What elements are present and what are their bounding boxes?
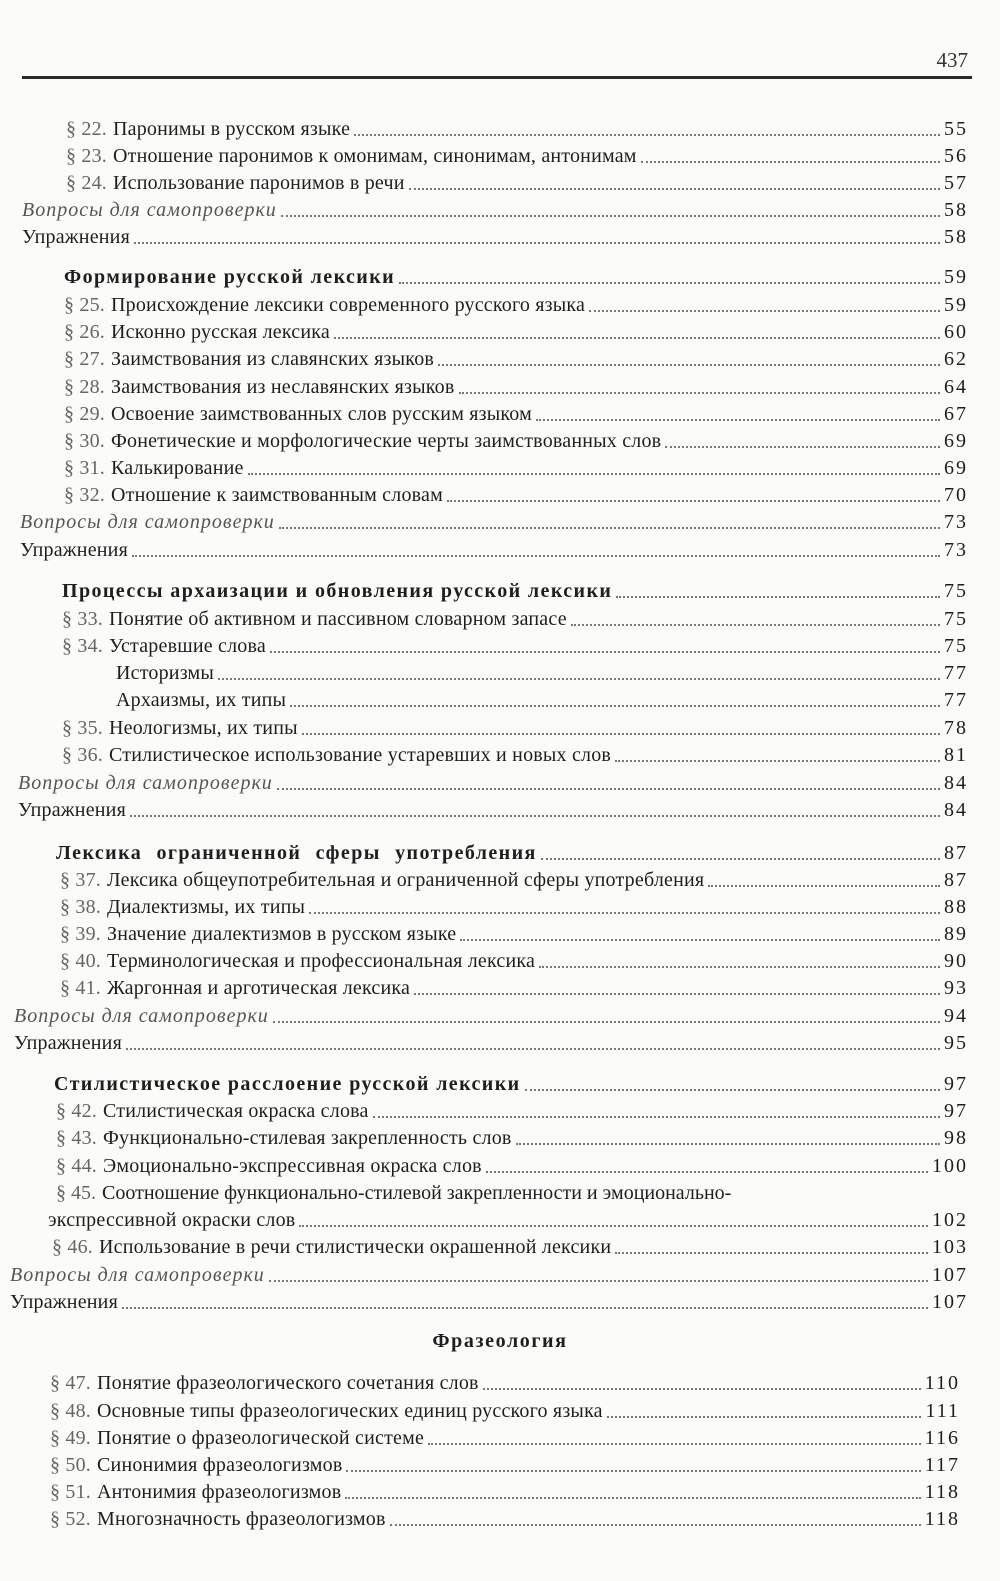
toc-leader-dots — [486, 1170, 928, 1173]
toc-page-number: 118 — [924, 1508, 960, 1530]
toc-entry[interactable] — [60, 975, 968, 1001]
toc-entry[interactable] — [56, 1098, 968, 1124]
toc-leader-dots — [539, 965, 940, 968]
toc-leader-dots — [708, 884, 940, 887]
toc-entry-title: Заимствования из неславянских языков — [111, 376, 455, 398]
toc-section-number: § 38. — [60, 896, 101, 918]
toc-page-number: 95 — [944, 1032, 968, 1054]
toc-section-number: § 22. — [66, 118, 107, 140]
toc-page-number: 70 — [944, 484, 968, 506]
toc-section-number: § 26. — [64, 321, 105, 343]
toc-entry[interactable] — [56, 1153, 968, 1179]
toc-page-number: 103 — [932, 1236, 968, 1258]
toc-leader-dots — [399, 281, 940, 284]
toc-leader-dots — [665, 445, 940, 448]
toc-entry-title: Понятие об активном и пассивном словарном запасе — [109, 608, 567, 630]
toc-leader-dots — [334, 336, 940, 339]
toc-section-number: § 28. — [64, 376, 105, 398]
toc-section-number: § 31. — [64, 457, 105, 479]
toc-entry-title: Вопросы для самопроверки — [18, 772, 273, 794]
toc-leader-dots — [541, 857, 940, 860]
toc-leader-dots — [299, 1224, 928, 1227]
toc-section-number: § 52. — [50, 1508, 91, 1530]
toc-page-number: 97 — [944, 1073, 968, 1095]
toc-entry-title: Диалектизмы, их типы — [107, 896, 306, 918]
toc-entry-title: Освоение заимствованных слов русским языком — [111, 403, 532, 425]
toc-entry-title-continuation: экспрессивной окраски слов — [48, 1209, 296, 1231]
toc-leader-dots — [483, 1387, 921, 1390]
toc-entry[interactable] — [64, 482, 968, 508]
toc-entry-title: Происхождение лексики современного русского языка — [111, 294, 586, 316]
toc-section-number: § 42. — [56, 1100, 97, 1122]
toc-page-number: 58 — [944, 199, 968, 221]
toc-entry[interactable] — [52, 1234, 968, 1260]
toc-entry-title: Основные типы фразеологических единиц русского языка — [97, 1400, 603, 1422]
toc-leader-dots — [525, 1088, 940, 1091]
toc-entry[interactable] — [60, 894, 968, 920]
toc-entry-title: Устаревшие слова — [109, 635, 266, 657]
toc-entry-title: Лексика ограниченной сферы употребления — [56, 842, 537, 864]
toc-entry-title: Упражнения — [14, 1032, 122, 1054]
toc-entry-exercises[interactable] — [22, 224, 968, 250]
toc-leader-dots — [409, 187, 940, 190]
toc-page-number: 118 — [924, 1481, 960, 1503]
toc-section-number: § 32. — [64, 484, 105, 506]
toc-leader-dots — [277, 787, 940, 790]
toc-page-number: 55 — [944, 118, 968, 140]
toc-entry[interactable] — [64, 292, 968, 318]
toc-page-number: 73 — [944, 539, 968, 561]
toc-page-number: 89 — [944, 923, 968, 945]
toc-entry[interactable] — [64, 455, 968, 481]
toc-leader-dots — [615, 1251, 928, 1254]
toc-entry-title: Лексика общеупотребительная и ограниченной сферы употребления — [107, 869, 705, 891]
toc-entry[interactable] — [64, 428, 968, 454]
toc-entry-title: Процессы архаизации и обновления русской лексики — [62, 580, 613, 602]
toc-page-number: 75 — [944, 635, 968, 657]
toc-entry-continuation[interactable] — [48, 1207, 968, 1233]
toc-leader-dots — [438, 363, 940, 366]
toc-section-number: § 40. — [60, 950, 101, 972]
toc-entry[interactable] — [50, 1452, 960, 1478]
toc-section-number: § 47. — [50, 1372, 91, 1394]
toc-page-number: 78 — [944, 717, 968, 739]
toc-entry[interactable] — [66, 170, 968, 196]
toc-leader-dots — [459, 391, 940, 394]
toc-entry-title: Вопросы для самопроверки — [10, 1264, 265, 1286]
toc-section-number: § 25. — [64, 294, 105, 316]
toc-entry-title: Понятие о фразеологической системе — [97, 1427, 425, 1449]
toc-entry[interactable] — [62, 715, 968, 741]
toc-leader-dots — [616, 595, 940, 598]
toc-entry-self-check[interactable] — [14, 1003, 968, 1029]
toc-entry[interactable] — [64, 319, 968, 345]
toc-entry-title: Заимствования из славянских языков — [111, 348, 435, 370]
toc-page-number: 75 — [944, 580, 968, 602]
toc-entry-title: Упражнения — [22, 226, 130, 248]
toc-page-number: 62 — [944, 348, 968, 370]
toc-page-number: 56 — [944, 145, 968, 167]
toc-leader-dots — [589, 309, 940, 312]
toc-page-number: 107 — [932, 1291, 968, 1313]
toc-page-number: 84 — [944, 772, 968, 794]
toc-entry-title: Исконно русская лексика — [111, 321, 330, 343]
toc-leader-dots — [270, 650, 940, 653]
toc-entry-title: Понятие фразеологического сочетания слов — [97, 1372, 479, 1394]
toc-section-number: § 29. — [64, 403, 105, 425]
toc-entry-self-check[interactable] — [10, 1262, 968, 1288]
toc-entry[interactable] — [64, 401, 968, 427]
toc-entry-title: Упражнения — [18, 799, 126, 821]
toc-page-number: 58 — [944, 226, 968, 248]
toc-entry-title: Вопросы для самопроверки — [20, 511, 275, 533]
toc-section-number: § 51. — [50, 1481, 91, 1503]
part-title: Фразеология — [432, 1330, 568, 1352]
toc-leader-dots — [248, 472, 940, 475]
toc-leader-dots — [132, 554, 940, 557]
toc-entry-multiline[interactable] — [56, 1180, 731, 1206]
toc-leader-dots — [218, 677, 940, 680]
toc-section-number: § 41. — [60, 977, 101, 999]
toc-entry-title: Жаргонная и арготическая лексика — [107, 977, 411, 999]
toc-section-number: § 30. — [64, 430, 105, 452]
toc-entry-self-check[interactable] — [22, 197, 968, 223]
toc-chapter-heading[interactable] — [62, 578, 968, 604]
toc-page-number: 107 — [932, 1264, 968, 1286]
toc-page-number: 57 — [944, 172, 968, 194]
toc-entry-title: Соотношение функционально-стилевой закрепленности и эмоционально- — [102, 1182, 732, 1204]
toc-page-number: 98 — [944, 1127, 968, 1149]
toc-page-number: 117 — [924, 1454, 960, 1476]
toc-entry[interactable] — [66, 143, 968, 169]
toc-section-number: § 43. — [56, 1127, 97, 1149]
toc-entry[interactable] — [50, 1479, 960, 1505]
toc-entry-title: Стилистическое использование устаревших и новых слов — [109, 744, 612, 766]
toc-entry-title: Формирование русской лексики — [64, 266, 396, 288]
toc-leader-dots — [130, 814, 940, 817]
toc-entry-title: Стилистическая окраска слова — [103, 1100, 369, 1122]
toc-page-number: 87 — [944, 869, 968, 891]
toc-subentry[interactable] — [116, 687, 968, 713]
toc-entry-title: Упражнения — [10, 1291, 118, 1313]
toc-section-number: § 23. — [66, 145, 107, 167]
toc-section-number: § 48. — [50, 1400, 91, 1422]
toc-chapter-heading[interactable] — [56, 840, 968, 866]
toc-page-number: 102 — [932, 1209, 968, 1231]
toc-entry-title: Эмоционально-экспрессивная окраска слов — [103, 1155, 482, 1177]
toc-page-number: 67 — [944, 403, 968, 425]
toc-entry[interactable] — [50, 1398, 960, 1424]
toc-entry-title: Отношение паронимов к омонимам, синонимам, антонимам — [113, 145, 637, 167]
toc-entry-title: Функционально-стилевая закрепленность слов — [103, 1127, 512, 1149]
toc-leader-dots — [279, 526, 940, 529]
toc-entry-title: Вопросы для самопроверки — [14, 1005, 269, 1027]
toc-page-number: 84 — [944, 799, 968, 821]
toc-entry[interactable] — [64, 374, 968, 400]
toc-page-number: 94 — [944, 1005, 968, 1027]
toc-section-number: § 36. — [62, 744, 103, 766]
toc-section-number: § 45. — [56, 1182, 96, 1204]
toc-entry-title: Использование в речи стилистически окрашенной лексики — [99, 1236, 612, 1258]
toc-entry-title: Неологизмы, их типы — [109, 717, 298, 739]
toc-section-number: § 34. — [62, 635, 103, 657]
toc-section-number: § 46. — [52, 1236, 93, 1258]
toc-page-number: 116 — [924, 1427, 960, 1449]
toc-chapter-heading[interactable] — [64, 264, 968, 290]
toc-leader-dots — [302, 732, 940, 735]
toc-entry-title: Многозначность фразеологизмов — [97, 1508, 386, 1530]
toc-page-number: 77 — [944, 689, 968, 711]
toc-leader-dots — [428, 1442, 921, 1445]
toc-section-number: § 37. — [60, 869, 101, 891]
toc-leader-dots — [607, 1415, 922, 1418]
toc-page-number: 75 — [944, 608, 968, 630]
toc-entry[interactable] — [50, 1506, 960, 1532]
toc-entry-title: Стилистическое расслоение русской лексики — [54, 1073, 521, 1095]
toc-page-number: 69 — [944, 457, 968, 479]
toc-section-number: § 39. — [60, 923, 101, 945]
toc-entry-exercises[interactable] — [20, 537, 968, 563]
toc-page-number: 88 — [944, 896, 968, 918]
toc-leader-dots — [536, 418, 940, 421]
toc-page-number: 59 — [944, 294, 968, 316]
toc-leader-dots — [269, 1279, 928, 1282]
toc-entry-title: Паронимы в русском языке — [113, 118, 351, 140]
toc-page-number: 111 — [925, 1400, 960, 1422]
toc-subentry[interactable] — [116, 660, 968, 686]
toc-entry[interactable] — [62, 633, 968, 659]
toc-page-number: 97 — [944, 1100, 968, 1122]
toc-leader-dots — [290, 704, 940, 707]
toc-leader-dots — [615, 759, 940, 762]
toc-section-number: § 35. — [62, 717, 103, 739]
toc-page-number: 64 — [944, 376, 968, 398]
page-number: 437 — [936, 48, 968, 72]
toc-entry-title: Терминологическая и профессиональная лексика — [107, 950, 536, 972]
toc-entry-self-check[interactable] — [20, 509, 968, 535]
toc-chapter-heading[interactable] — [54, 1071, 968, 1097]
toc-leader-dots — [641, 160, 940, 163]
toc-leader-dots — [346, 1469, 920, 1472]
toc-section-number: § 49. — [50, 1427, 91, 1449]
toc-entry-title: Использование паронимов в речи — [113, 172, 405, 194]
toc-leader-dots — [273, 1020, 940, 1023]
toc-leader-dots — [571, 623, 940, 626]
toc-entry[interactable] — [64, 346, 968, 372]
toc-leader-dots — [373, 1115, 940, 1118]
toc-page-number: 81 — [944, 744, 968, 766]
toc-page-number: 93 — [944, 977, 968, 999]
toc-entry-exercises[interactable] — [14, 1030, 968, 1056]
toc-page-number: 77 — [944, 662, 968, 684]
toc-entry[interactable] — [50, 1425, 960, 1451]
toc-entry-title: Вопросы для самопроверки — [22, 199, 277, 221]
toc-entry-title: Синонимия фразеологизмов — [97, 1454, 343, 1476]
toc-page-number: 73 — [944, 511, 968, 533]
toc-leader-dots — [281, 214, 940, 217]
toc-section-number: § 44. — [56, 1155, 97, 1177]
toc-leader-dots — [126, 1047, 940, 1050]
toc-entry-exercises[interactable] — [18, 797, 968, 823]
toc-leader-dots — [134, 241, 940, 244]
toc-leader-dots — [414, 992, 940, 995]
toc-entry[interactable] — [50, 1370, 960, 1396]
toc-entry-title: Упражнения — [20, 539, 128, 561]
toc-page-number: 87 — [944, 842, 968, 864]
toc-page-number: 69 — [944, 430, 968, 452]
toc-entry-self-check[interactable] — [18, 770, 968, 796]
toc-entry-title: Антонимия фразеологизмов — [97, 1481, 342, 1503]
toc-page-number: 60 — [944, 321, 968, 343]
toc-entry[interactable] — [62, 606, 968, 632]
toc-entry-title: Значение диалектизмов в русском языке — [107, 923, 457, 945]
toc-page-number: 110 — [924, 1372, 960, 1394]
toc-section-number: § 24. — [66, 172, 107, 194]
toc-section-number: § 33. — [62, 608, 103, 630]
toc-leader-dots — [447, 499, 940, 502]
toc-page-number: 90 — [944, 950, 968, 972]
toc-leader-dots — [516, 1142, 940, 1145]
toc-entry-title: Отношение к заимствованным словам — [111, 484, 443, 506]
toc-entry-title: Историзмы — [116, 662, 215, 684]
toc-entry[interactable] — [56, 1125, 968, 1151]
toc-leader-dots — [309, 911, 940, 914]
toc-leader-dots — [390, 1523, 921, 1526]
toc-page-number: 59 — [944, 266, 968, 288]
toc-leader-dots — [122, 1306, 928, 1309]
toc-entry[interactable] — [60, 921, 968, 947]
toc-entry-title: Архаизмы, их типы — [116, 689, 287, 711]
toc-entry[interactable] — [60, 867, 968, 893]
toc-entry[interactable] — [62, 742, 968, 768]
toc-section-number: § 27. — [64, 348, 105, 370]
toc-entry[interactable] — [66, 116, 968, 142]
toc-entry-title: Калькирование — [111, 457, 244, 479]
toc-leader-dots — [354, 133, 940, 136]
toc-leader-dots — [460, 938, 940, 941]
toc-section-number: § 50. — [50, 1454, 91, 1476]
toc-entry-title: Фонетические и морфологические черты заимствованных слов — [111, 430, 662, 452]
toc-entry[interactable] — [60, 948, 968, 974]
toc-entry-exercises[interactable] — [10, 1289, 968, 1315]
toc-page-number: 100 — [932, 1155, 968, 1177]
toc-leader-dots — [345, 1496, 920, 1499]
